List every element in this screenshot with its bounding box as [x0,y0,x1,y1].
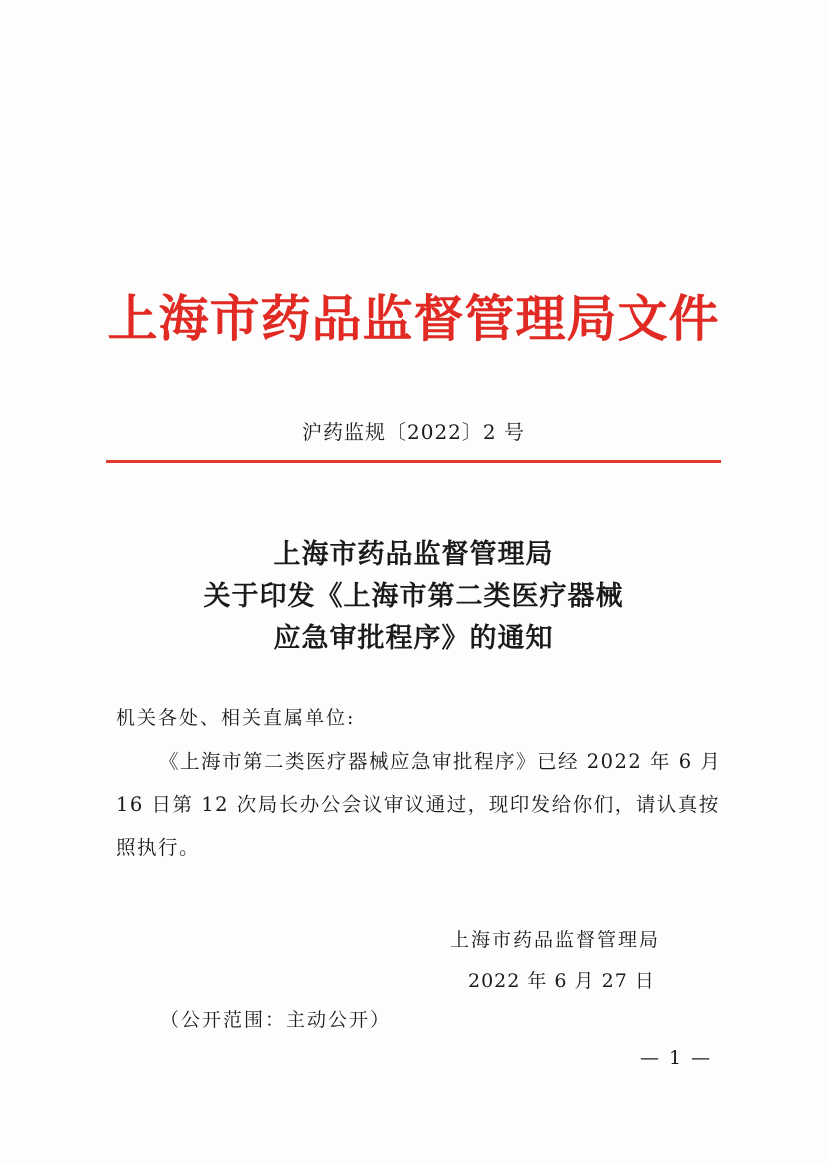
notice-title-line-3: 应急审批程序》的通知 [273,623,554,654]
document-number: 沪药监规〔2022〕2 号 [302,420,525,444]
body-line-1: 《上海市第二类医疗器械应急审批程序》已经 2022 年 6 月 [159,750,722,773]
notice-title-line-2: 关于印发《上海市第二类医疗器械 [203,581,624,612]
body-line-2: 16 日第 12 次局长办公会议审议通过，现印发给你们，请认真按 [116,793,720,816]
disclosure-scope: （公开范围：主动公开） [160,1009,392,1031]
addressee: 机关各处、相关直属单位: [116,707,356,729]
signature-date: 2022 年 6 月 27 日 [468,970,655,992]
body-line-3: 照执行。 [116,836,201,859]
signature-organization: 上海市药品监督管理局 [450,929,661,951]
document-header-title: 上海市药品监督管理局文件 [107,289,720,348]
page-number: — 1 — [640,1047,713,1069]
red-divider-line [106,460,721,463]
notice-title-line-1: 上海市药品监督管理局 [273,539,554,570]
notice-body [116,740,736,869]
notice-title [0,534,827,660]
